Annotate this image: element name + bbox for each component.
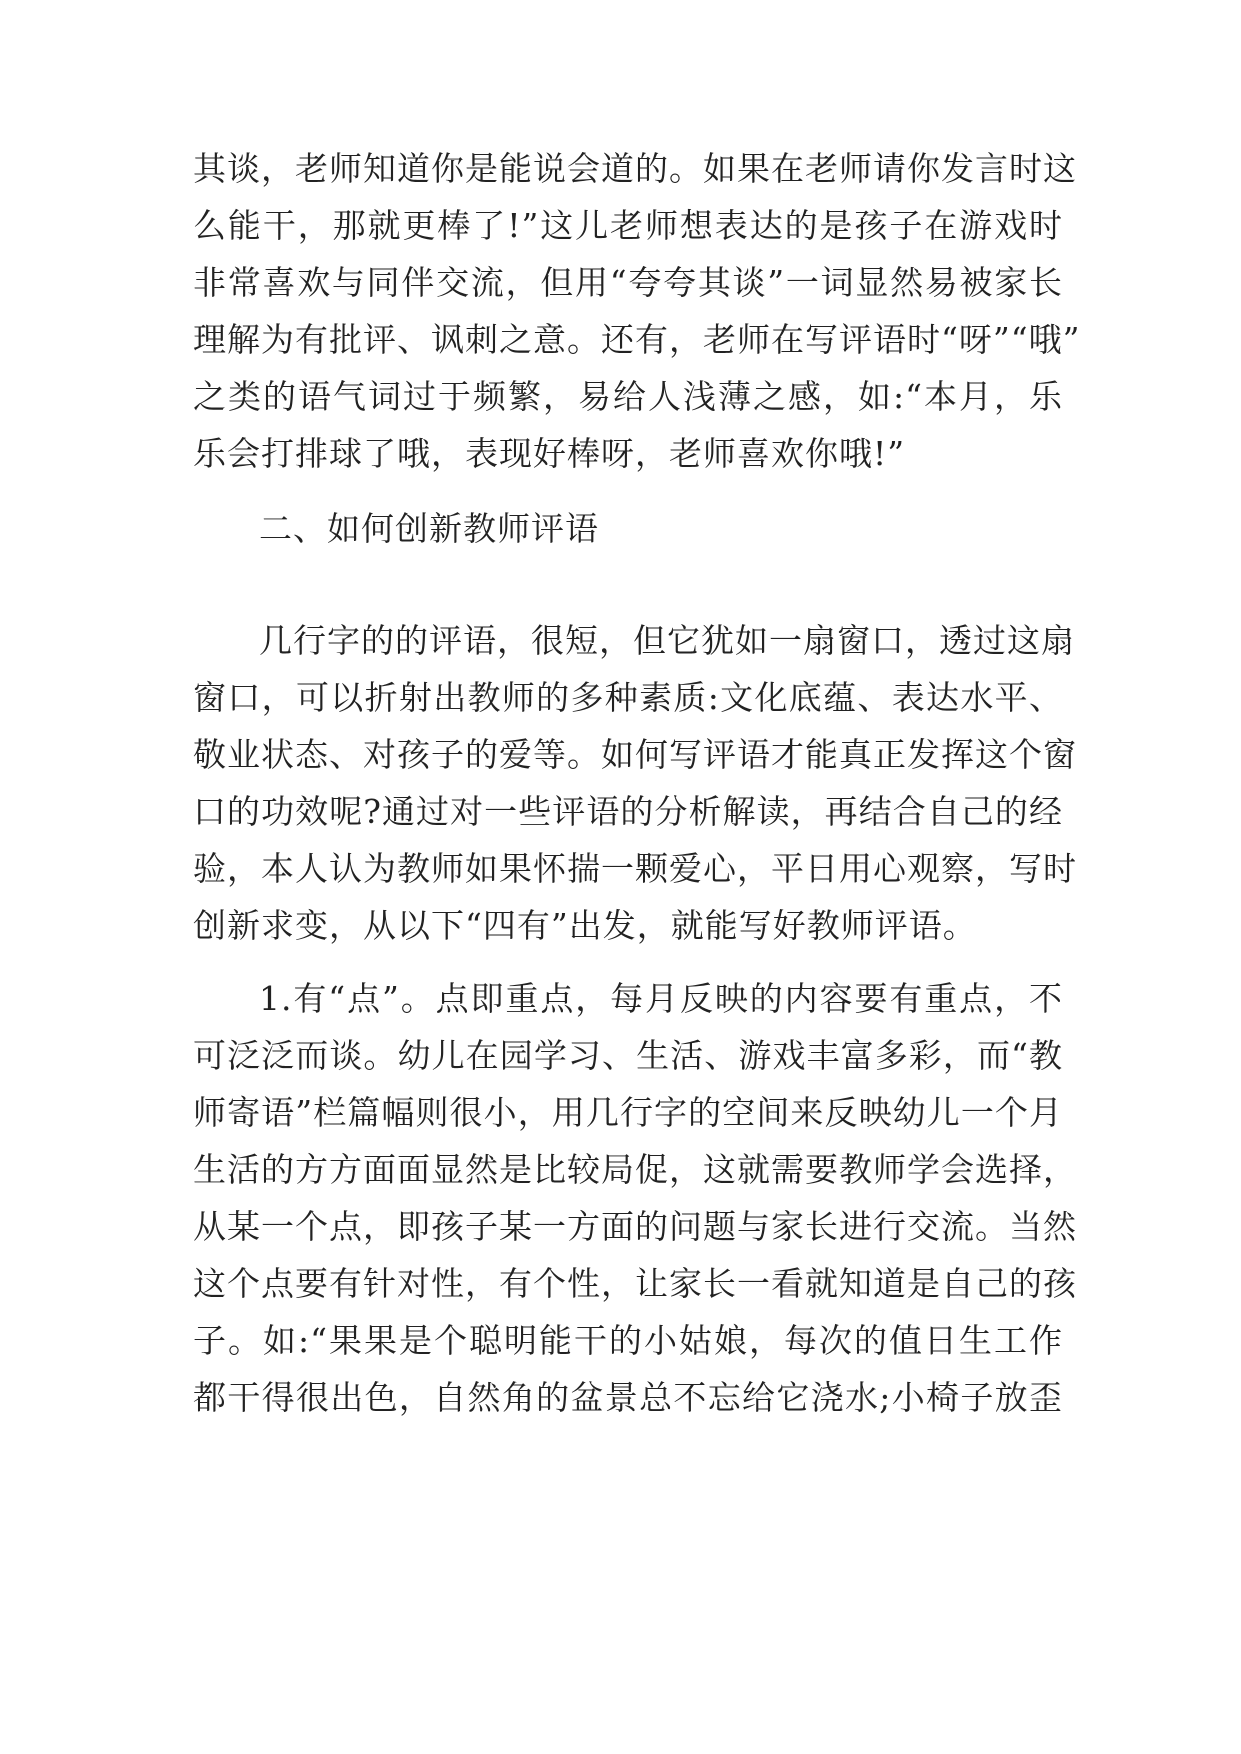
text-line: 其谈，老师知道你是能说会道的。如果在老师请你发言时这	[193, 149, 1077, 188]
text-line: 敬业状态、对孩子的爱等。如何写评语才能真正发挥这个窗	[193, 735, 1077, 774]
text-line: 生活的方方面面显然是比较局促，这就需要教师学会选择，	[193, 1150, 1077, 1189]
text-line: 创新求变，从以下“四有”出发，就能写好教师评语。	[193, 906, 977, 945]
text-line: 口的功效呢?通过对一些评语的分析解读，再结合自己的经	[193, 792, 1063, 831]
paragraph-2	[193, 612, 1077, 954]
paragraph-1	[193, 140, 1081, 482]
section-heading	[193, 500, 1063, 557]
text-line: 非常喜欢与同伴交流，但用“夸夸其谈”一词显然易被家长	[193, 263, 1063, 302]
text-line: 几行字的的评语，很短，但它犹如一扇窗口，透过这扇	[259, 621, 1075, 660]
text-line: 都干得很出色，自然角的盆景总不忘给它浇水;小椅子放歪	[193, 1378, 1063, 1417]
text-line: 这个点要有针对性，有个性，让家长一看就知道是自己的孩	[193, 1264, 1077, 1303]
text-line: 窗口，可以折射出教师的多种素质:文化底蕴、表达水平、	[193, 678, 1063, 717]
text-line: 乐会打排球了哦，表现好棒呀，老师喜欢你哦!”	[193, 434, 906, 473]
paragraph-3	[193, 970, 1077, 1426]
text-line: 之类的语气词过于频繁，易给人浅薄之感，如:“本月，乐	[193, 377, 1063, 416]
text-line: 从某一个点，即孩子某一方面的问题与家长进行交流。当然	[193, 1207, 1077, 1246]
text-line: 1.有“点”。点即重点，每月反映的内容要有重点，不	[259, 979, 1063, 1018]
text-line: 师寄语”栏篇幅则很小，用几行字的空间来反映幼儿一个月	[193, 1093, 1063, 1132]
text-line: 子。如:“果果是个聪明能干的小姑娘，每次的值日生工作	[193, 1321, 1063, 1360]
text-line: 理解为有批评、讽刺之意。还有，老师在写评语时“呀”“哦”	[193, 320, 1081, 359]
text-line: 可泛泛而谈。幼儿在园学习、生活、游戏丰富多彩，而“教	[193, 1036, 1063, 1075]
text-line: 验，本人认为教师如果怀揣一颗爱心，平日用心观察，写时	[193, 849, 1077, 888]
heading-text: 二、如何创新教师评语	[259, 509, 599, 548]
text-line: 么能干，那就更棒了!”这儿老师想表达的是孩子在游戏时	[193, 206, 1063, 245]
